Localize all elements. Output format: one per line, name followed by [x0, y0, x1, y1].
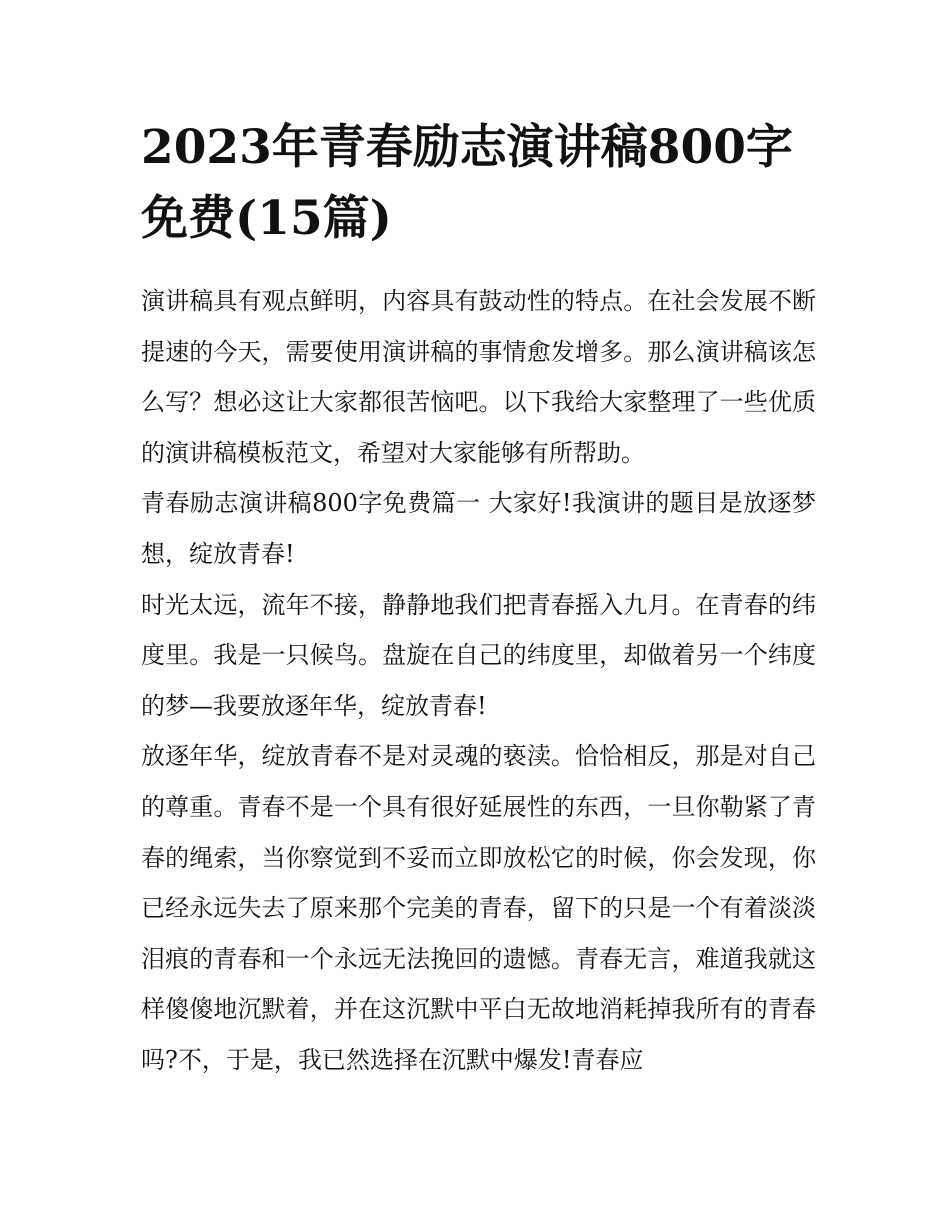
paragraph-speech-opening: 青春励志演讲稿800字免费篇一 大家好!我演讲的题目是放逐梦想，绽放青春! — [141, 489, 816, 568]
document-content — [141, 112, 816, 1086]
paragraph-time: 时光太远，流年不接，静静地我们把青春摇入九月。在青春的纬度里。我是一只候鸟。盘旋在自己的纬度里，却做着另一个纬度的梦—我要放逐年华，绽放青春! — [141, 590, 816, 720]
document-title: 2023年青春励志演讲稿800字免费(15篇) — [141, 120, 793, 246]
paragraph-youth: 放逐年华，绽放青春不是对灵魂的亵渎。恰恰相反，那是对自己的尊重。青春不是一个具有很好延展性的东西，一旦你勒紧了青春的绳索，当你察觉到不妥而立即放松它的时候，你会发现，你已经永远失去了原来那个完美的青春，留下的只是一个有着淡淡泪痕的青春和一个永远无法挽回的遗憾。青春无言，难道我就这样傻傻地沉默着，并在这沉默中平白无故地消耗掉我所有的青春吗?不，于是，我已然选择在沉默中爆发!青春应 — [141, 742, 816, 1074]
document-body — [141, 276, 816, 1086]
paragraph-intro: 演讲稿具有观点鲜明，内容具有鼓动性的特点。在社会发展不断提速的今天，需要使用演讲稿的事情愈发增多。那么演讲稿该怎么写？想必这让大家都很苦恼吧。以下我给大家整理了一些优质的演讲稿模板范文，希望对大家能够有所帮助。 — [141, 287, 816, 467]
